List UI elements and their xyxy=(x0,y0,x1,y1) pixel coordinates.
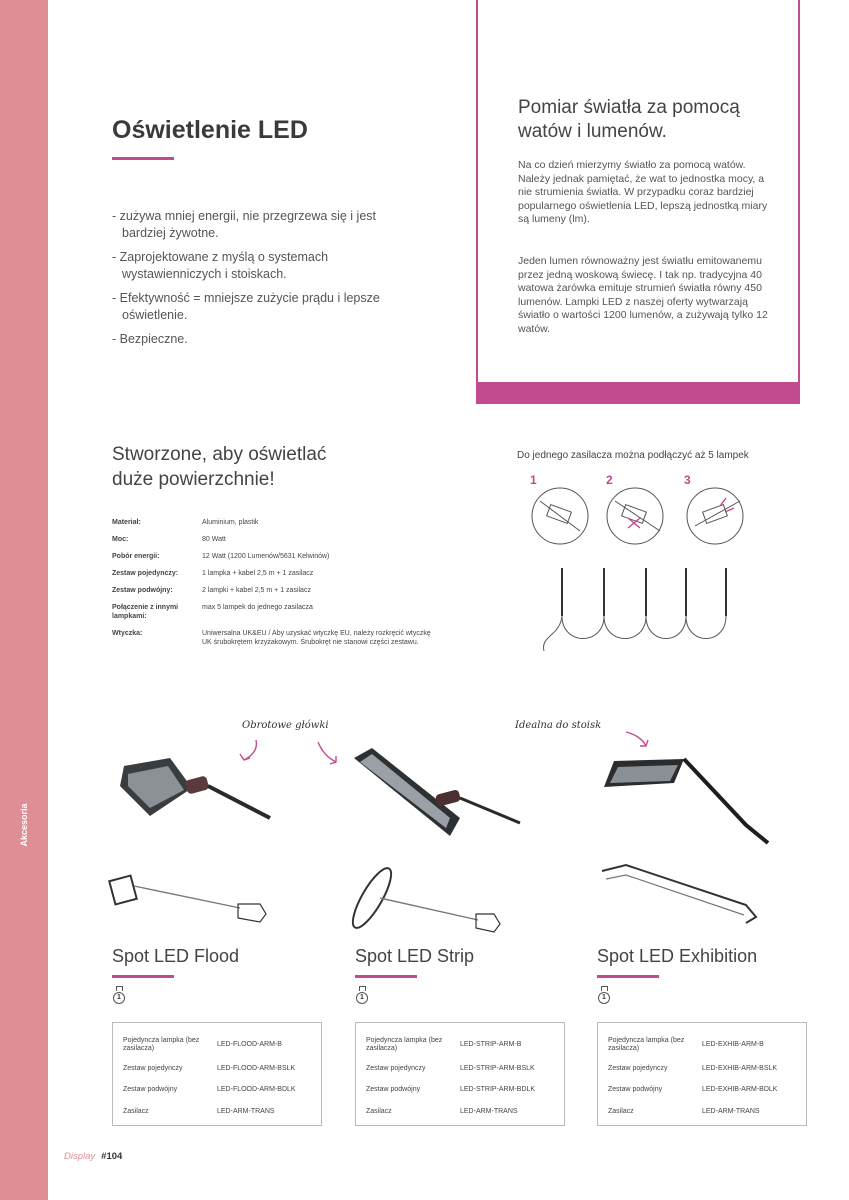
row-code: LED-STRIP-ARM-BSLK xyxy=(460,1065,535,1072)
spec-table xyxy=(112,518,432,655)
table-row xyxy=(356,1086,564,1106)
row-code: LED-ARM-TRANS xyxy=(217,1108,275,1115)
row-code: LED-FLOOD-ARM-BSLK xyxy=(217,1065,296,1072)
exhibition-lamp-image xyxy=(596,755,776,935)
row-label: Pojedyncza lampka (bez zasilacza) xyxy=(366,1037,443,1052)
page-footer xyxy=(64,1151,122,1162)
table-row xyxy=(113,1065,321,1085)
spec-row xyxy=(112,569,432,586)
quantity-value: 1 xyxy=(598,992,610,1004)
info-box xyxy=(476,0,800,404)
spec-value: Uniwersalna UK&EU / Aby uzyskać wtyczkę EU, należy rozkręcić wtyczkę UK śrubokrętem krzyżakowym. Śrubokręt nie stanowi części zestawu. xyxy=(202,630,431,646)
row-label: Zasilacz xyxy=(608,1108,634,1115)
quantity-value: 1 xyxy=(113,992,125,1004)
spec-value: 12 Watt (1200 Lumenów/5631 Kelwinów) xyxy=(202,553,330,560)
step-number-3: 3 xyxy=(684,473,691,487)
row-label: Zestaw pojedynczy xyxy=(123,1065,183,1072)
product-underline xyxy=(112,975,174,978)
sidebar xyxy=(0,0,48,1200)
row-code: LED-EXHIB-ARM-B xyxy=(702,1041,764,1048)
row-label: Zestaw pojedynczy xyxy=(366,1065,426,1072)
quantity-value: 1 xyxy=(356,992,368,1004)
row-label: Zestaw podwójny xyxy=(366,1086,421,1093)
product-code-table-exhibition xyxy=(597,1022,807,1126)
spec-row xyxy=(112,586,432,603)
spec-row xyxy=(112,629,432,655)
product-title-exhibition: Spot LED Exhibition xyxy=(597,946,758,966)
row-label: Pojedyncza lampka (bez zasilacza) xyxy=(123,1037,200,1052)
spec-value: 1 lampka + kabel 2,5 m + 1 zasilacz xyxy=(202,570,314,577)
feature-item: - Efektywność = mniejsze zużycie prądu i lepsze oświetlenie. xyxy=(112,291,380,322)
info-box-paragraph-1: Na co dzień mierzymy światło za pomocą watów. Należy jednak pamiętać, że wat to jednostka mocy, a nie strumienia światła. W przypadku coraz bardziej popularnego oświetlenia LED, lepszą jednostką miary są lumeny (lm). xyxy=(518,159,768,225)
row-label: Zasilacz xyxy=(123,1108,149,1115)
title-underline xyxy=(112,157,174,160)
table-row xyxy=(598,1086,806,1106)
info-box-title: Pomiar światła za pomocą watów i lumenów. xyxy=(518,97,740,142)
page-number: #104 xyxy=(101,1151,123,1162)
row-code: LED-FLOOD-ARM-BDLK xyxy=(217,1086,296,1093)
spec-value: max 5 lampek do jednego zasilacza xyxy=(202,604,313,611)
table-row xyxy=(356,1108,564,1128)
spec-key: Pobór energii: xyxy=(112,553,160,560)
table-row xyxy=(598,1065,806,1085)
note-ideal: Idealna do stoisk xyxy=(515,720,602,731)
product-title-flood: Spot LED Flood xyxy=(112,946,240,966)
row-code: LED-FLOOD-ARM-B xyxy=(217,1041,282,1048)
feature-list xyxy=(112,208,382,356)
product-underline xyxy=(355,975,417,978)
feature-item: - Bezpieczne. xyxy=(112,332,188,346)
info-box-bar xyxy=(478,382,798,402)
spec-key: Wtyczka: xyxy=(112,630,143,637)
table-row xyxy=(598,1108,806,1128)
spec-key: Połączenie z innymi lampkami: xyxy=(112,604,179,620)
quantity-icon xyxy=(353,986,371,1006)
row-label: Zasilacz xyxy=(366,1108,392,1115)
table-row xyxy=(113,1037,321,1057)
row-code: LED-EXHIB-ARM-BSLK xyxy=(702,1065,778,1072)
product-code-table-flood xyxy=(112,1022,322,1126)
quantity-icon xyxy=(595,986,613,1006)
spec-key: Zestaw pojedynczy: xyxy=(112,570,179,577)
note-rotating: Obrotowe główki xyxy=(242,720,329,731)
feature-item: - Zaprojektowane z myślą o systemach wystawienniczych i stoiskach. xyxy=(112,250,329,281)
footer-section: Display xyxy=(64,1151,96,1162)
row-code: LED-ARM-TRANS xyxy=(702,1108,760,1115)
sidebar-label: Akcesoria xyxy=(19,803,29,847)
specs-title: Stworzone, aby oświetlać duże powierzchnie! xyxy=(112,444,327,490)
feature-item: - zużywa mniej energii, nie przegrzewa się i jest bardziej żywotne. xyxy=(112,209,376,240)
row-code: LED-EXHIB-ARM-BDLK xyxy=(702,1086,778,1093)
info-box-paragraph-2: Jeden lumen równoważny jest światłu emitowanemu przez jedną woskową świecę. I tak np. tradycyjna 40 watowa żarówka emituje strumień światła równy 450 lumenów. Lampki LED z naszej oferty wytwarzają światło o wartości 1200 lumenów, a zużywają tylko 12 watów. xyxy=(518,255,768,335)
spec-key: Moc: xyxy=(112,536,129,543)
product-underline xyxy=(597,975,659,978)
row-label: Zestaw pojedynczy xyxy=(608,1065,668,1072)
quantity-icon xyxy=(110,986,128,1006)
strip-lamp-image xyxy=(350,748,525,938)
flood-lamp-image xyxy=(110,748,280,928)
row-label: Zestaw podwójny xyxy=(608,1086,663,1093)
connect-caption: Do jednego zasilacza można podłączyć aż 5 lampek xyxy=(517,450,749,461)
table-row xyxy=(113,1108,321,1128)
table-row xyxy=(356,1065,564,1085)
spec-value: 2 lampki + kabel 2,5 m + 1 zasilacz xyxy=(202,587,311,594)
step-number-2: 2 xyxy=(606,473,613,487)
spec-row xyxy=(112,552,432,569)
product-code-table-strip xyxy=(355,1022,565,1126)
spec-row xyxy=(112,535,432,552)
table-row xyxy=(598,1037,806,1057)
step-number-1: 1 xyxy=(530,473,537,487)
spec-value: Aluminium, plastik xyxy=(202,519,259,526)
sidebar-label-wrap xyxy=(10,790,38,860)
connection-diagram xyxy=(520,486,770,666)
row-code: LED-STRIP-ARM-BDLK xyxy=(460,1086,536,1093)
spec-value: 80 Watt xyxy=(202,536,226,543)
product-title-strip: Spot LED Strip xyxy=(355,946,475,966)
spec-key: Zestaw podwójny: xyxy=(112,587,173,594)
row-label: Zestaw podwójny xyxy=(123,1086,178,1093)
arrow-icon xyxy=(624,728,654,753)
spec-row xyxy=(112,518,432,535)
row-label: Pojedyncza lampka (bez zasilacza) xyxy=(608,1037,685,1052)
spec-row xyxy=(112,603,432,629)
spec-key: Materiał: xyxy=(112,519,141,526)
row-code: LED-STRIP-ARM-B xyxy=(460,1041,522,1048)
page-title: Oświetlenie LED xyxy=(112,116,308,144)
table-row xyxy=(113,1086,321,1106)
row-code: LED-ARM-TRANS xyxy=(460,1108,518,1115)
table-row xyxy=(356,1037,564,1057)
